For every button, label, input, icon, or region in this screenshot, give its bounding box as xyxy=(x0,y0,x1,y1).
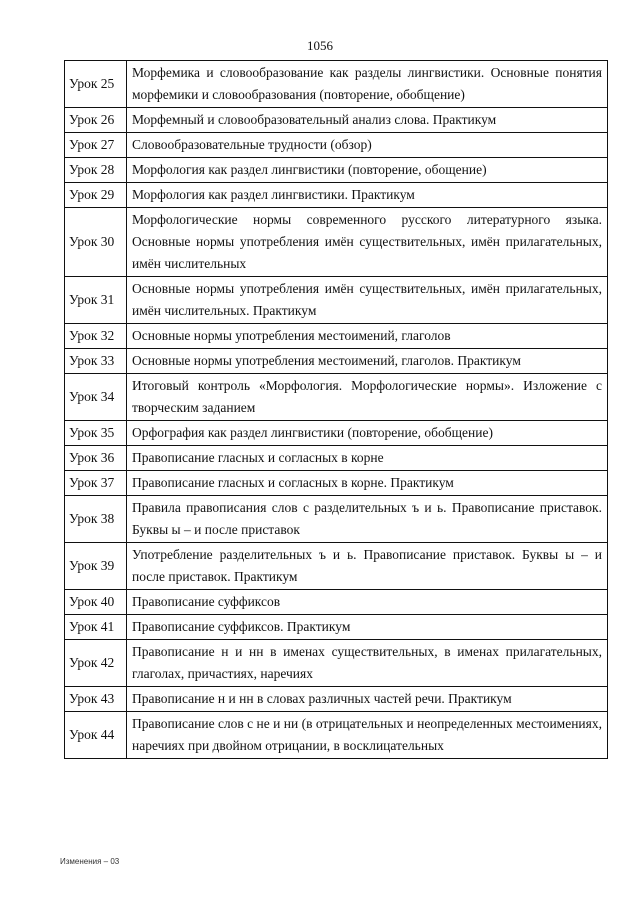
lesson-topic: Правописание суффиксов xyxy=(127,590,608,615)
table-row xyxy=(65,183,608,208)
table-row xyxy=(65,349,608,374)
lesson-topic: Употребление разделительных ъ и ь. Правописание приставок. Буквы ы – и после приставок. Практикум xyxy=(127,543,608,590)
lesson-number: Урок 29 xyxy=(65,183,127,208)
lesson-number: Урок 32 xyxy=(65,324,127,349)
lesson-number: Урок 31 xyxy=(65,277,127,324)
table-row xyxy=(65,208,608,277)
table-row xyxy=(65,687,608,712)
lesson-topic: Правописание н и нн в словах различных частей речи. Практикум xyxy=(127,687,608,712)
lesson-topic: Правописание н и нн в именах существительных, в именах прилагательных, глаголах, причастиях, наречиях xyxy=(127,640,608,687)
lesson-topic: Итоговый контроль «Морфология. Морфологические нормы». Изложение с творческим заданием xyxy=(127,374,608,421)
lesson-topic: Морфемный и словообразовательный анализ слова. Практикум xyxy=(127,108,608,133)
table-row xyxy=(65,543,608,590)
lesson-number: Урок 26 xyxy=(65,108,127,133)
lesson-topic: Основные нормы употребления местоимений, глаголов. Практикум xyxy=(127,349,608,374)
table-row xyxy=(65,640,608,687)
lesson-topic: Словообразовательные трудности (обзор) xyxy=(127,133,608,158)
table-row xyxy=(65,590,608,615)
lesson-number: Урок 34 xyxy=(65,374,127,421)
lesson-number: Урок 40 xyxy=(65,590,127,615)
table-row xyxy=(65,277,608,324)
table-row xyxy=(65,421,608,446)
table-row xyxy=(65,108,608,133)
lesson-number: Урок 25 xyxy=(65,61,127,108)
table-row xyxy=(65,615,608,640)
lesson-number: Урок 33 xyxy=(65,349,127,374)
table-row xyxy=(65,374,608,421)
lesson-number: Урок 44 xyxy=(65,712,127,759)
lesson-number: Урок 28 xyxy=(65,158,127,183)
lesson-number: Урок 36 xyxy=(65,446,127,471)
lesson-topic: Морфология как раздел лингвистики. Практикум xyxy=(127,183,608,208)
lesson-number: Урок 27 xyxy=(65,133,127,158)
lesson-topic: Правописание суффиксов. Практикум xyxy=(127,615,608,640)
lesson-number: Урок 39 xyxy=(65,543,127,590)
lesson-topic: Основные нормы употребления местоимений, глаголов xyxy=(127,324,608,349)
table-row xyxy=(65,471,608,496)
lesson-table xyxy=(64,60,608,759)
lesson-topic: Морфология как раздел лингвистики (повторение, обощение) xyxy=(127,158,608,183)
lesson-topic: Правописание гласных и согласных в корне xyxy=(127,446,608,471)
table-row xyxy=(65,446,608,471)
table-row xyxy=(65,158,608,183)
lesson-number: Урок 38 xyxy=(65,496,127,543)
lesson-topic: Правописание слов с не и ни (в отрицательных и неопределенных местоимениях, наречиях при двойном отрицании, в восклицательных xyxy=(127,712,608,759)
lesson-topic: Орфография как раздел лингвистики (повторение, обобщение) xyxy=(127,421,608,446)
table-row xyxy=(65,712,608,759)
lesson-number: Урок 43 xyxy=(65,687,127,712)
lesson-topic: Морфологические нормы современного русского литературного языка. Основные нормы употребления имён существительных, имён прилагательных, имён числительных xyxy=(127,208,608,277)
lesson-number: Урок 37 xyxy=(65,471,127,496)
lesson-topic: Правописание гласных и согласных в корне. Практикум xyxy=(127,471,608,496)
table-row xyxy=(65,496,608,543)
lesson-topic: Правила правописания слов с разделительных ъ и ь. Правописание приставок. Буквы ы – и после приставок xyxy=(127,496,608,543)
table-row xyxy=(65,133,608,158)
table-row xyxy=(65,324,608,349)
page-number: 1056 xyxy=(307,38,333,53)
lesson-topic: Основные нормы употребления имён существительных, имён прилагательных, имён числительных. Практикум xyxy=(127,277,608,324)
lesson-number: Урок 42 xyxy=(65,640,127,687)
footer-revision: Изменения – 03 xyxy=(60,857,120,866)
lesson-number: Урок 41 xyxy=(65,615,127,640)
lesson-number: Урок 30 xyxy=(65,208,127,277)
lesson-number: Урок 35 xyxy=(65,421,127,446)
lesson-topic: Морфемика и словообразование как разделы лингвистики. Основные понятия морфемики и словообразования (повторение, обобщение) xyxy=(127,61,608,108)
table-row xyxy=(65,61,608,108)
